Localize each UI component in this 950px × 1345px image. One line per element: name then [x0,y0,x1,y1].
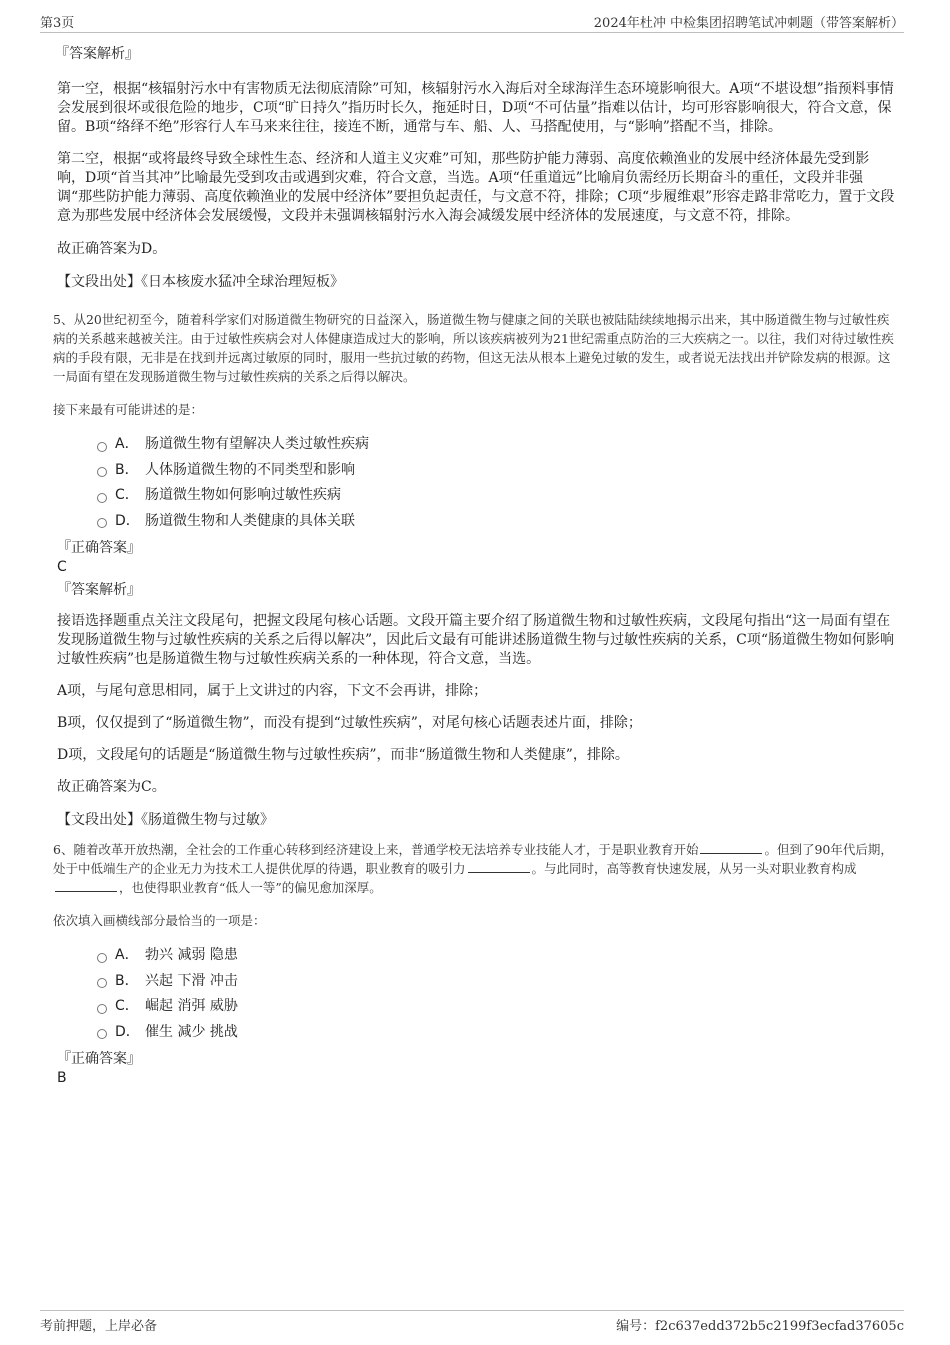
analysis-paragraph: B项，仅仅提到了“肠道微生物”，而没有提到“过敏性疾病”，对尾句核心话题表述片面，排除； [57,715,642,731]
question-prompt: 接下来最有可能讲述的是： [53,402,204,417]
radio-icon[interactable] [97,518,107,528]
correct-answer: B [57,1070,67,1086]
analysis-paragraph: A项，与尾句意思相同，属于上文讲过的内容，下文不会再讲，排除； [57,683,488,699]
option-d[interactable]: D． 催生 减少 挑战 [97,1020,897,1046]
option-d[interactable]: D． 肠道微生物和人类健康的具体关联 [97,509,897,535]
radio-icon[interactable] [97,467,107,477]
blank-line [468,860,530,873]
analysis-paragraph: 第一空，根据“核辐射污水中有害物质无法彻底清除”可知，核辐射污水入海后对全球海洋生态环境影响很大。A项“不堪设想”指预料事情会发展到很坏或很危险的地步，C项“旷日持久”指历时长久，拖延时日，D项“不可估量”指难以估计，均可形容影响很大，符合文意，保留。B项“络绎不绝”形容行人车马来来往往，接连不断，通常与车、船、人、马搭配使用，与“影响”搭配不当，排除。 [57,81,894,135]
correct-answer-label: 『正确答案』 [57,540,141,556]
page-header [40,12,904,33]
option-c[interactable]: C． 肠道微生物如何影响过敏性疾病 [97,483,897,509]
radio-icon[interactable] [97,442,107,452]
option-list [97,432,897,534]
source-text: 【文段出处】《日本核废水猛冲全球治理短板》 [57,274,344,290]
radio-icon[interactable] [97,978,107,988]
blank-line [700,841,762,854]
document-title: 2024年杜冲 中检集团招聘笔试冲刺题（带答案解析） [593,16,904,31]
source-text: 【文段出处】《肠道微生物与过敏》 [57,812,274,828]
analysis-paragraph: D项，文段尾句的话题是“肠道微生物与过敏性疾病”，而非“肠道微生物和人类健康”，排除。 [57,747,629,763]
option-a[interactable]: A． 勃兴 减弱 隐患 [97,943,897,969]
radio-icon[interactable] [97,1029,107,1039]
radio-icon[interactable] [97,493,107,503]
correct-answer-label: 『正确答案』 [57,1051,141,1067]
conclusion-text: 故正确答案为D。 [57,241,167,257]
page-number: 第3页 [40,16,75,31]
option-b[interactable]: B． 人体肠道微生物的不同类型和影响 [97,458,897,484]
radio-icon[interactable] [97,1004,107,1014]
option-c[interactable]: C． 崛起 消弭 威胁 [97,994,897,1020]
conclusion-text: 故正确答案为C。 [57,779,166,795]
radio-icon[interactable] [97,953,107,963]
option-a[interactable]: A． 肠道微生物有望解决人类过敏性疾病 [97,432,897,458]
analysis-label: 『答案解析』 [57,582,141,598]
analysis-paragraph: 第二空，根据“或将最终导致全球性生态、经济和人道主义灾难”可知，那些防护能力薄弱、高度依赖渔业的发展中经济体最先受到影响，D项“首当其冲”比喻最先受到攻击或遇到灾难，符合文意，当选。A项“任重道远”比喻肩负需经历长期奋斗的重任，文段并非强调“那些防护能力薄弱、高度依赖渔业的发展中经济体”要担负起责任，与文意不符，排除；C项“步履维艰”形容走路非常吃力，置于文段意为那些发展中经济体会发展缓慢，文段并未强调核辐射污水入海会减缓发展中经济体的发展速度，与文意不符，排除。 [57,151,895,224]
correct-answer: C [57,559,67,575]
analysis-paragraph: 接语选择题重点关注文段尾句，把握文段尾句核心话题。文段开篇主要介绍了肠道微生物和过敏性疾病，文段尾句指出“这一局面有望在发现肠道微生物与过敏性疾病的关系之后得以解决”，因此后文最有可能讲述肠道微生物与过敏性疾病的关系，C项“肠道微生物如何影响过敏性疾病”也是肠道微生物与过敏性疾病关系的一种体现，符合文意，当选。 [57,613,895,667]
document-id: 编号：f2c637edd372b5c2199f3ecfad37605c [616,1319,904,1334]
question-stem: 5、从20世纪初至今，随着科学家们对肠道微生物研究的日益深入，肠道微生物与健康之间的关联也被陆陆续续地揭示出来，其中肠道微生物与过敏性疾病的关系越来越被关注。由于过敏性疾病会对人体健康造成过大的影响，所以该疾病被列为21世纪需重点防治的三大疾病之一。以往，我们对待过敏性疾病的手段有限，无非是在找到并远离过敏原的同时，服用一些抗过敏的药物，但这无法从根本上避免过敏的发生，或者说无法找出并铲除发病的根源。这一局面有望在发现肠道微生物与过敏性疾病的关系之后得以解决。 [53,312,894,384]
option-list [97,943,897,1045]
page-footer [40,1310,904,1335]
question-prompt: 依次填入画横线部分最恰当的一项是： [53,913,266,928]
page-content [53,44,897,1087]
option-b[interactable]: B． 兴起 下滑 冲击 [97,969,897,995]
blank-line [55,879,117,892]
footer-slogan: 考前押题，上岸必备 [40,1319,158,1334]
analysis-label: 『答案解析』 [55,46,139,62]
question-stem: 6、随着改革开放热潮，全社会的工作重心转移到经济建设上来，普通学校无法培养专业技能人才，于是职业教育开始 。但到了90年代后期，处于中低端生产的企业无力为技术工人提供优厚的待遇，职业教育的吸引力 。与此同时，高等教育快速发展，从另一头对职业教育构成，也使得职业教育“低人一等”的偏见愈加深厚。 [53,842,893,895]
